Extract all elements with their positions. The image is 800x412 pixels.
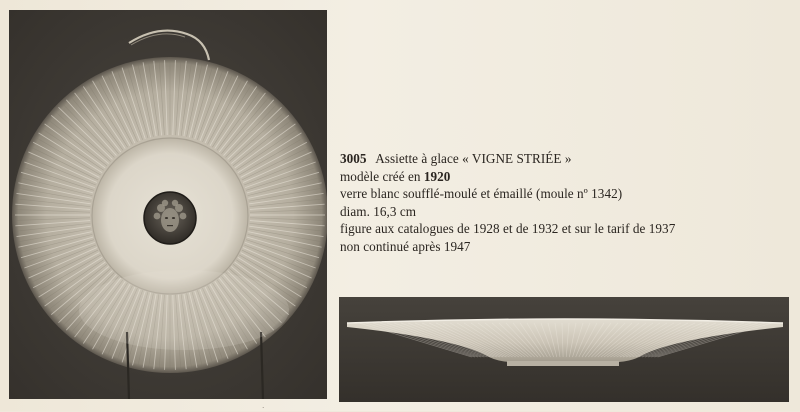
entry-model-year: 1920 (423, 168, 451, 184)
plate-foot (507, 361, 619, 366)
plate-top-photo (9, 10, 327, 399)
catalogue-entry (340, 150, 780, 256)
entry-title-line (340, 150, 780, 168)
entry-title-prefix: Assiette à glace (375, 151, 459, 166)
entry-title: « VIGNE STRIÉE » (462, 151, 572, 166)
entry-diameter: diam. 16,3 cm (340, 203, 417, 219)
entry-model-prefix: modèle créé en (340, 168, 421, 184)
entry-number: 3005 (340, 151, 367, 166)
entry-catalogues: figure aux catalogues de 1928 et de 1932 et sur le tarif de 1937 (340, 221, 676, 237)
plate-side-photo (339, 297, 789, 402)
entry-discontinued: non continué après 1947 (340, 238, 471, 254)
entry-model-line (340, 168, 780, 186)
entry-material: verre blanc soufflé-moulé et émaillé (moule nº 1342) (340, 186, 623, 202)
page-mark: · (262, 404, 265, 412)
